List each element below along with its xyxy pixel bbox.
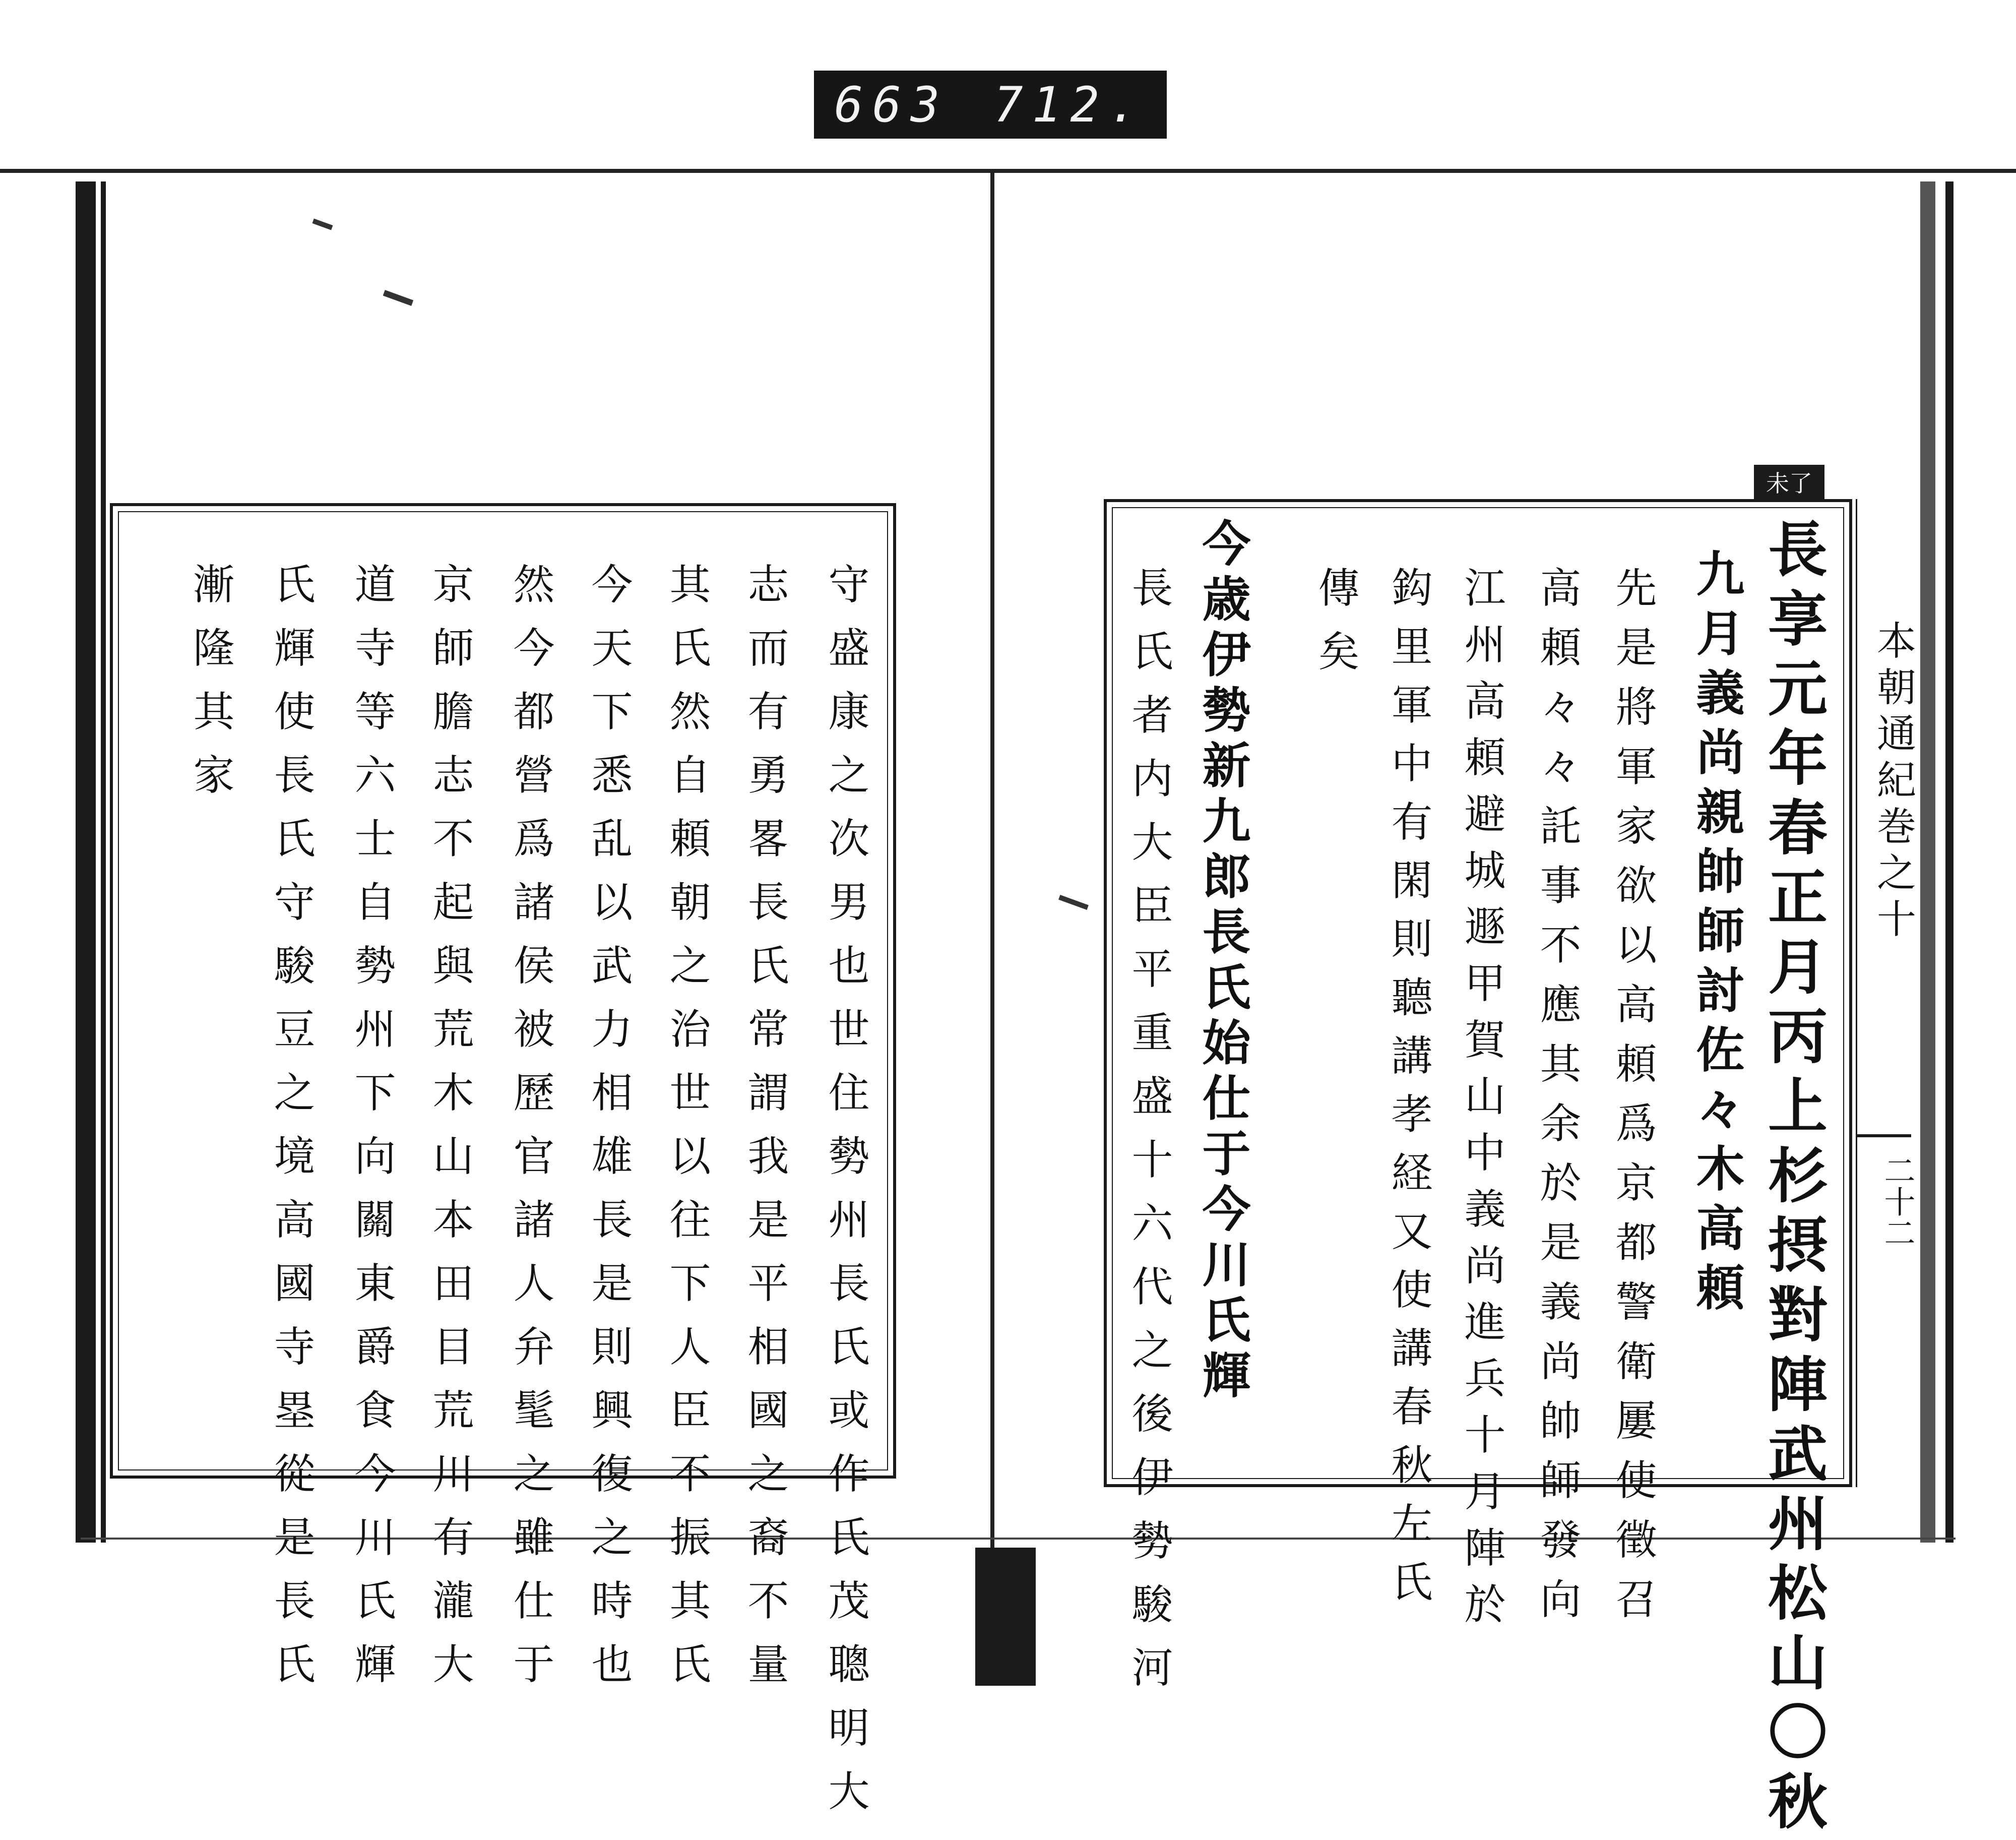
right-page-inner-frame bbox=[1112, 507, 1844, 1840]
left-page-column: 然今都營爲諸侯被歷官諸人弁髦之雖仕于 bbox=[507, 563, 554, 1706]
header-divider bbox=[1856, 1134, 1911, 1137]
film-number-right: 712. bbox=[993, 76, 1147, 133]
right-page-column: 先是將軍家欲以高頼爲京都警衛屢使徵召 bbox=[1609, 566, 1657, 1637]
right-page-column: 鈎里軍中有閑則聽講孝経又使講春秋左氏 bbox=[1384, 566, 1432, 1619]
left-book-edge-line bbox=[101, 181, 106, 1543]
book-title-header: 本朝通紀巻之十 bbox=[1870, 620, 1916, 945]
bottom-spine bbox=[975, 1548, 1036, 1686]
right-page-column: 傳矣 bbox=[1311, 566, 1359, 693]
right-book-edge bbox=[1920, 181, 1935, 1543]
left-page-column: 漸隆其家 bbox=[186, 563, 234, 817]
left-page-column: 氏輝使長氏守駿豆之境高國寺塁從是長氏 bbox=[267, 563, 315, 1706]
right-page-heading-column: 今歳伊勢新九郎長氏始仕于今川氏輝 bbox=[1194, 518, 1251, 1405]
film-number-label bbox=[814, 71, 1167, 139]
scan-frame-top-line bbox=[0, 169, 2016, 173]
right-book-edge-dark bbox=[1945, 181, 1954, 1543]
left-book-edge bbox=[76, 181, 96, 1543]
left-page-column: 志而有勇畧長氏常謂我是平相國之裔不量 bbox=[741, 563, 789, 1706]
left-page-column: 今天下悉乱以武力相雄長是則興復之時也 bbox=[585, 563, 633, 1706]
scan-center-divider bbox=[990, 171, 994, 1674]
left-page-column: 其氏然自頼朝之治世以往下人臣不振其氏 bbox=[663, 563, 711, 1706]
stamp-label: 未了 bbox=[1754, 465, 1824, 499]
left-page-column: 京師膽志不起與荒木山本田目荒川有瀧大 bbox=[426, 563, 474, 1706]
right-page-column: 長氏者内大臣平重盛十六代之後伊勢駿河 bbox=[1125, 566, 1173, 1709]
left-page-column: 道寺等六士自勢州下向關東爵食今川氏輝 bbox=[348, 563, 396, 1706]
page-number: 二十二 bbox=[1879, 1154, 1916, 1248]
film-number-left: 663 bbox=[834, 76, 949, 133]
right-page-column: 江州高頼避城遯甲賀山中義尚進兵十月陣於 bbox=[1458, 566, 1505, 1639]
right-page-column: 高頼々々託事不應其余於是義尚帥師發向 bbox=[1533, 566, 1581, 1637]
left-page-frame bbox=[110, 503, 896, 1833]
left-page-inner-frame bbox=[118, 511, 888, 1833]
header-band-rule bbox=[1856, 499, 1857, 1487]
right-page-heading-column: 長享元年春正月丙上杉摂對陣武州松山〇秋 bbox=[1758, 518, 1828, 1840]
left-page-column: 守盛康之次男也世住勢州長氏或作氏茂聰明大 bbox=[822, 563, 869, 1833]
right-page-frame bbox=[1104, 499, 1852, 1840]
right-page-heading-column: 九月義尚親帥師討佐々木高頼 bbox=[1688, 548, 1745, 1322]
scan-speck bbox=[383, 290, 413, 306]
scan-speck bbox=[312, 218, 333, 230]
scan-speck bbox=[1058, 895, 1089, 910]
